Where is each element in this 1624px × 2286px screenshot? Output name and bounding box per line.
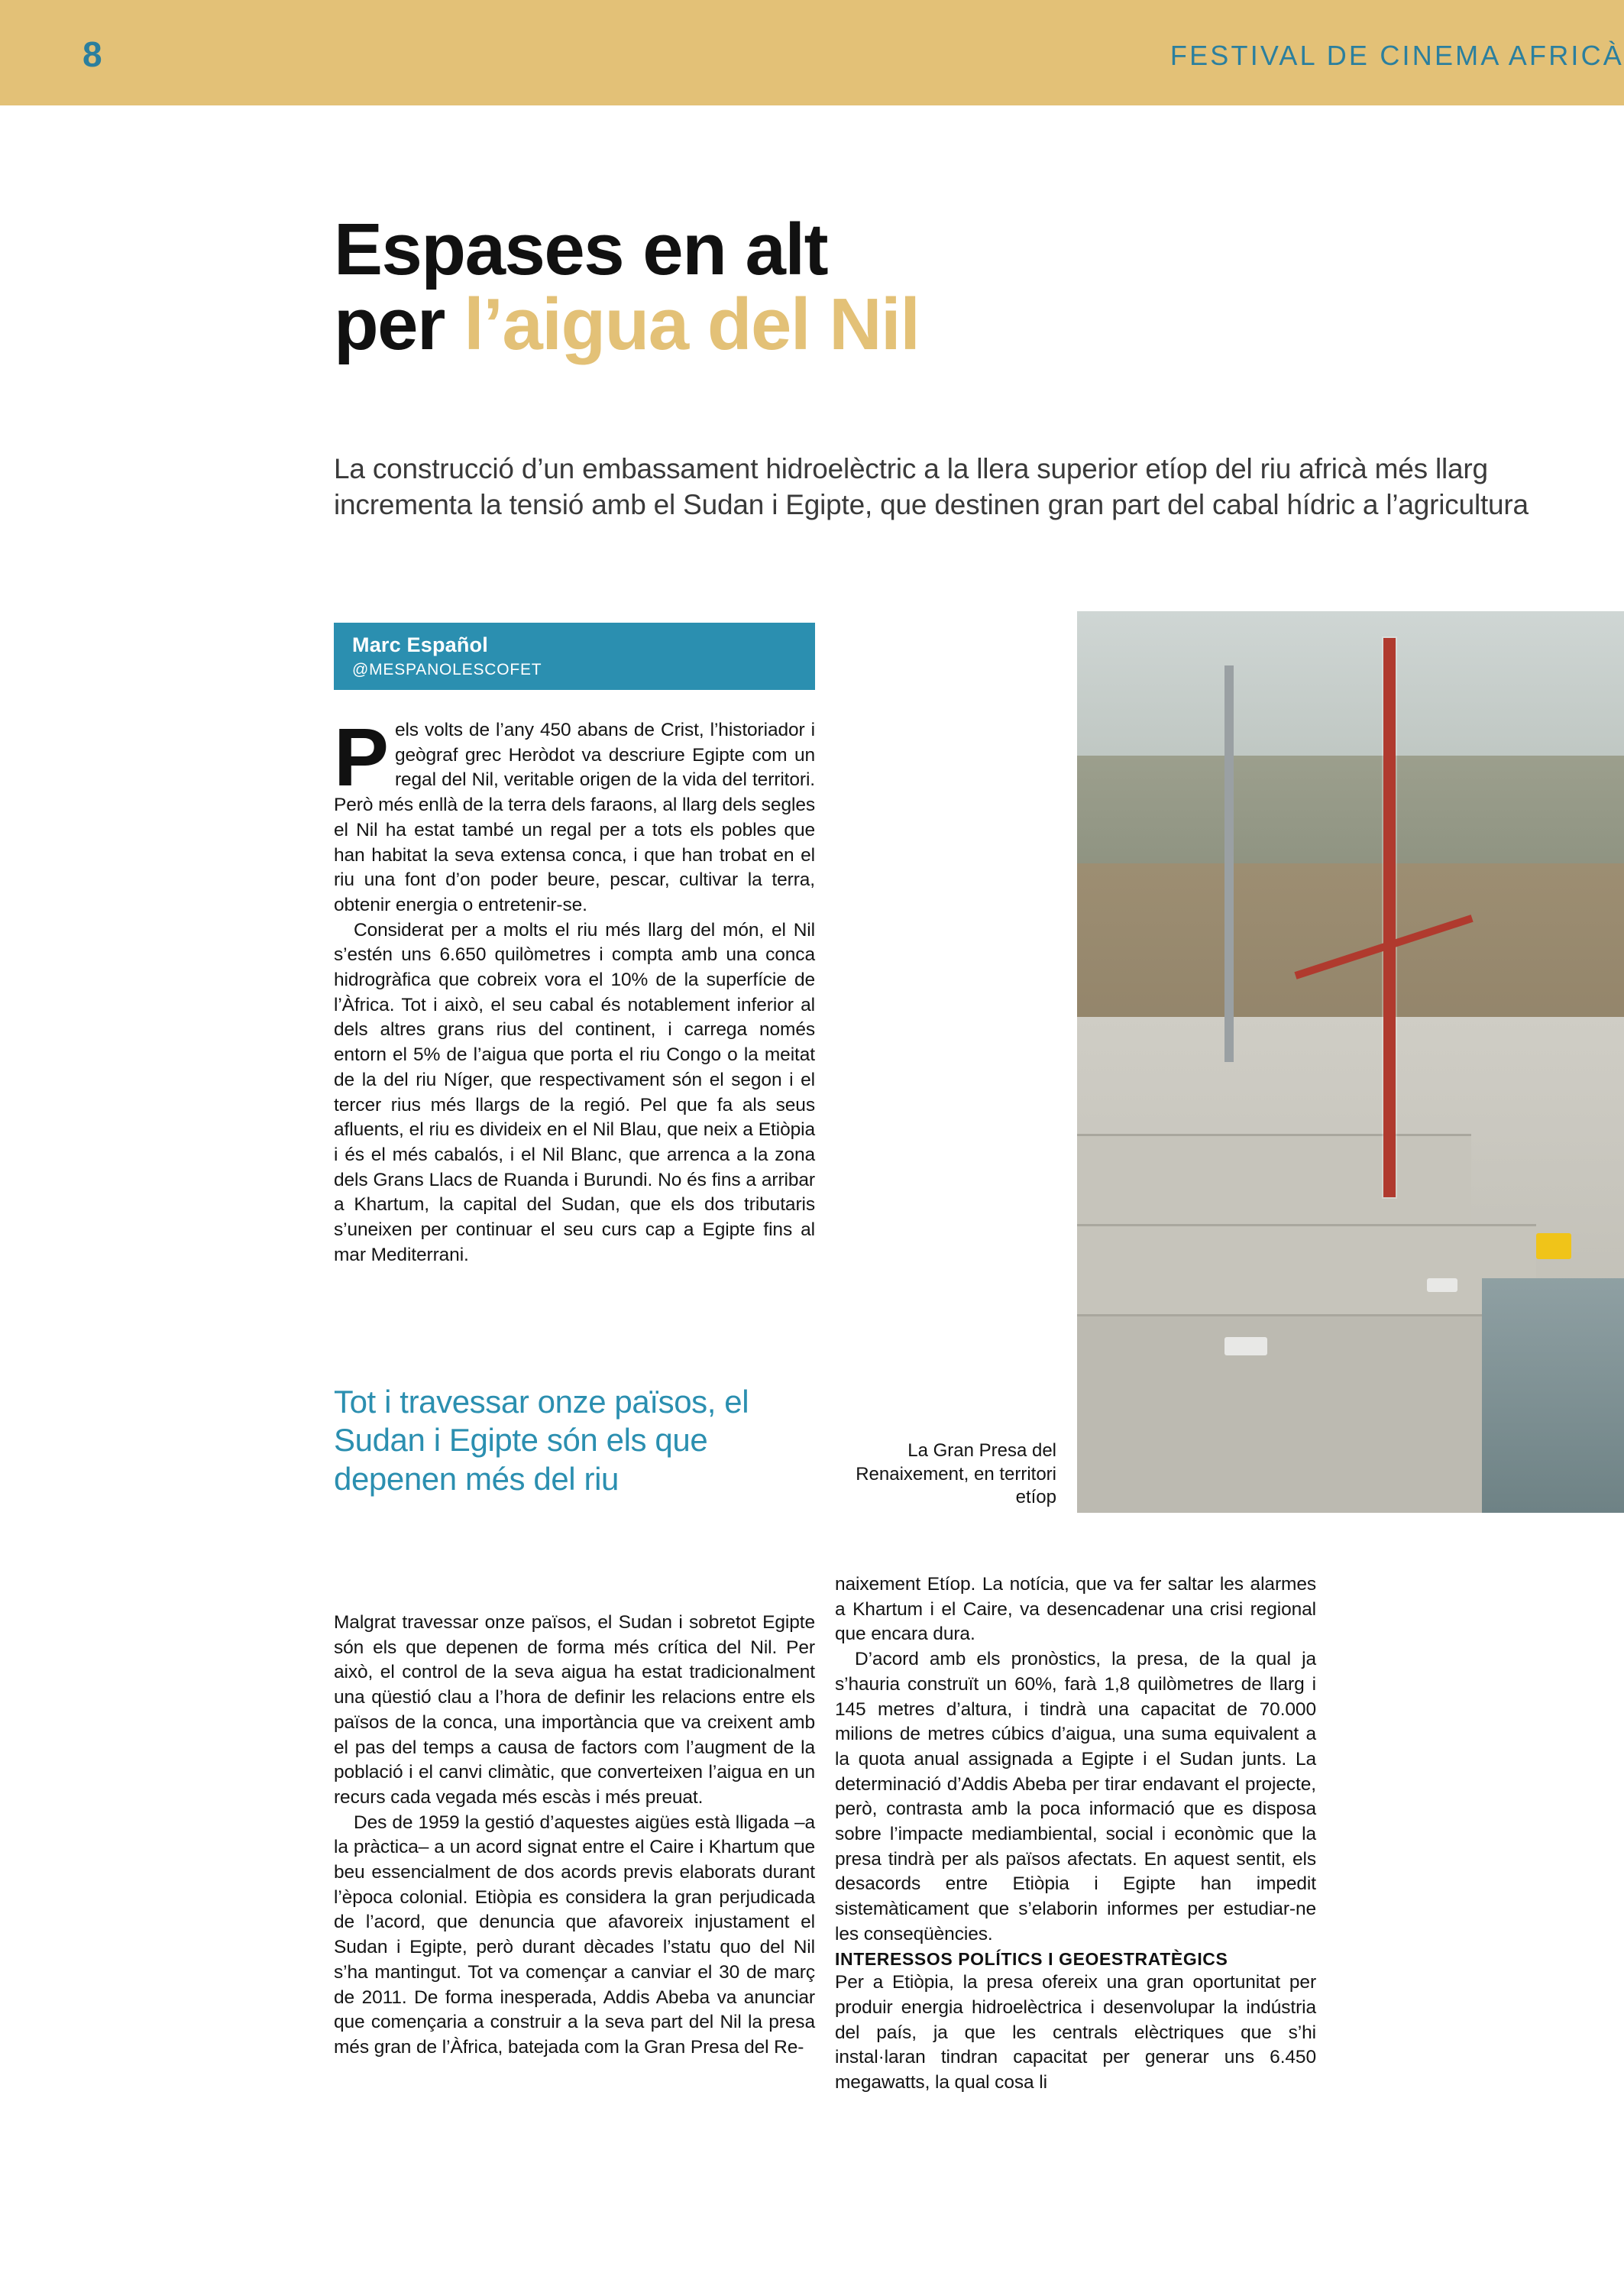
photo-crane-mast	[1383, 638, 1396, 1197]
photo-dam-tier-2	[1077, 1224, 1536, 1316]
byline-box	[334, 623, 815, 690]
headline-line-2-plain: per	[334, 283, 464, 365]
paragraph: Malgrat travessar onze països, el Sudan i sobretot Egipte són els que depenen de forma més crítica del Nil. Per això, el control de la seva aigua ha estat tradicionalment una qüestió clau a l’hora de definir les relacions entre els països de la conca, una importància que va creixent amb el pas del temps a causa de factors com l’augment de la població i el canvi climàtic, que converteixen l’aigua en un recurs cada vegada més escàs i més preuat.	[334, 1612, 815, 1808]
paragraph: Des de 1959 la gestió d’aquestes aigües està lligada –a la pràctica– a un acord signat entre el Caire i Khartum que beu essencialment de dos acords previs elaborats durant l’època colonial. Etiòpia es considera la gran perjudicada de l’acord, que denuncia que afavoreix injustament el Sudan i Egipte, però durant dècades l’statu quo del Nil s’ha mantingut. Tot va començar a canviar el 30 de març de 2011. De forma inesperada, Addis Abeba va anunciar que començaria a construir a la seva part del Nil la presa més gran de l’Àfrica, batejada com la Gran Presa del Re-	[334, 1812, 815, 2058]
photo-caption: La Gran Presa del Renaixement, en territori etíop	[856, 1440, 1056, 1508]
headline-line-1: Espases en alt	[334, 209, 828, 290]
photo-truck	[1224, 1337, 1267, 1355]
paragraph: Pels volts de l’any 450 abans de Crist, l’historiador i geògraf grec Heròdot va descriure Egipte com un regal del Nil, veritable origen de la vida del territori. Però més enllà de la terra dels faraons, al llarg dels segles el Nil ha estat també un regal per a tots els pobles que han habitat la seva extensa conca, i que han trobat en el riu una font d’on poder beure, pescar, cultivar la terra, obtenir energia o entretenir-se.	[334, 711, 815, 915]
body-column-left-bottom	[334, 1611, 815, 2061]
section-subhead: INTERESSOS POLÍTICS I GEOESTRATÈGICS	[835, 1948, 1228, 1969]
photo-hills	[1077, 756, 1624, 882]
photo-excavator	[1536, 1233, 1571, 1259]
paragraph: Per a Etiòpia, la presa ofereix una gran oportunitat per produir energia hidroelèctrica i desenvolupar la indústria del país, ja que les centrals elèctriques que s’hi instal·laran tindran capacitat per generar uns 6.450 megawatts, la qual cosa li	[835, 1972, 1316, 2093]
body-column-left-top	[334, 711, 815, 1268]
paragraph: naixement Etíop. La notícia, que va fer saltar les alarmes a Khartum i el Caire, va desencadenar una crisi regional que encara dura.	[835, 1574, 1316, 1645]
photo-crane-secondary	[1224, 665, 1234, 1062]
publication-title: FESTIVAL DE CINEMA AFRICÀ	[1169, 40, 1624, 71]
body-column-right-bottom	[835, 1572, 1316, 2096]
paragraph: D’acord amb els pronòstics, la presa, de la qual ja s’hauria construït un 60%, farà 1,8 quilòmetres de llarg i 145 metres d’altura, i tindrà una capacitat de 70.000 milions de metres cúbics d’aigua, una suma equivalent a la quota anual assignada a Egipte i el Sudan junts. La determinació d’Addis Abeba per tirar endavant el projecte, però, contrasta amb la poca informació que es disposa sobre l’impacte mediambiental, social i econòmic que la presa tindrà per als països afectats. En aquest sentit, els desacords entre Etiòpia i Egipte han impedit sistemàticament que s’elaborin informes per estudiar-ne les conseqüències.	[835, 1649, 1316, 1944]
pull-quote: Tot i travessar onze països, el Sudan i Egipte són els que depenen més del riu	[334, 1384, 749, 1497]
byline-author-name: Marc Español	[352, 633, 488, 656]
photo-truck	[1427, 1278, 1457, 1292]
paragraph: Considerat per a molts el riu més llarg del món, el Nil s’estén uns 6.650 quilòmetres i compta amb una conca hidrogràfica que cobreix vora el 10% de la superfície de l’Àfrica. Tot i això, el seu cabal és notablement inferior al dels altres grans rius del continent, i carrega només entorn el 5% de l’aigua que porta el riu Congo o la meitat de la del riu Níger, que respectivament són el segon i el tercer rius més llargs de la regió. Pel que fa als seus afluents, el riu es divideix en el Nil Blau, que neix a Etiòpia i és el més cabalós, i el Nil Blanc, que arrenca a la zona dels Grans Llacs de Ruanda i Burundi. No és fins a arribar a Khartum, la capital del Sudan, que els dos tributaris s’uneixen per continuar el seu curs cap a Egipte fins al mar Mediterrani.	[334, 919, 815, 1265]
article-photo	[1077, 611, 1624, 1513]
byline-author-handle: @MESPANOLESCOFET	[352, 661, 542, 678]
article-standfirst: La construcció d’un embassament hidroelèctric a la llera superior etíop del riu africà més llarg incrementa la tensió amb el Sudan i Egipte, que destinen gran part del cabal hídric a l’agricultura	[334, 453, 1529, 521]
photo-dam-tier-1	[1077, 1134, 1471, 1226]
page-number: 8	[82, 34, 103, 74]
photo-water	[1482, 1278, 1624, 1513]
headline-line-2-accent: l’aigua del Nil	[464, 283, 920, 365]
article-headline	[334, 209, 1342, 365]
